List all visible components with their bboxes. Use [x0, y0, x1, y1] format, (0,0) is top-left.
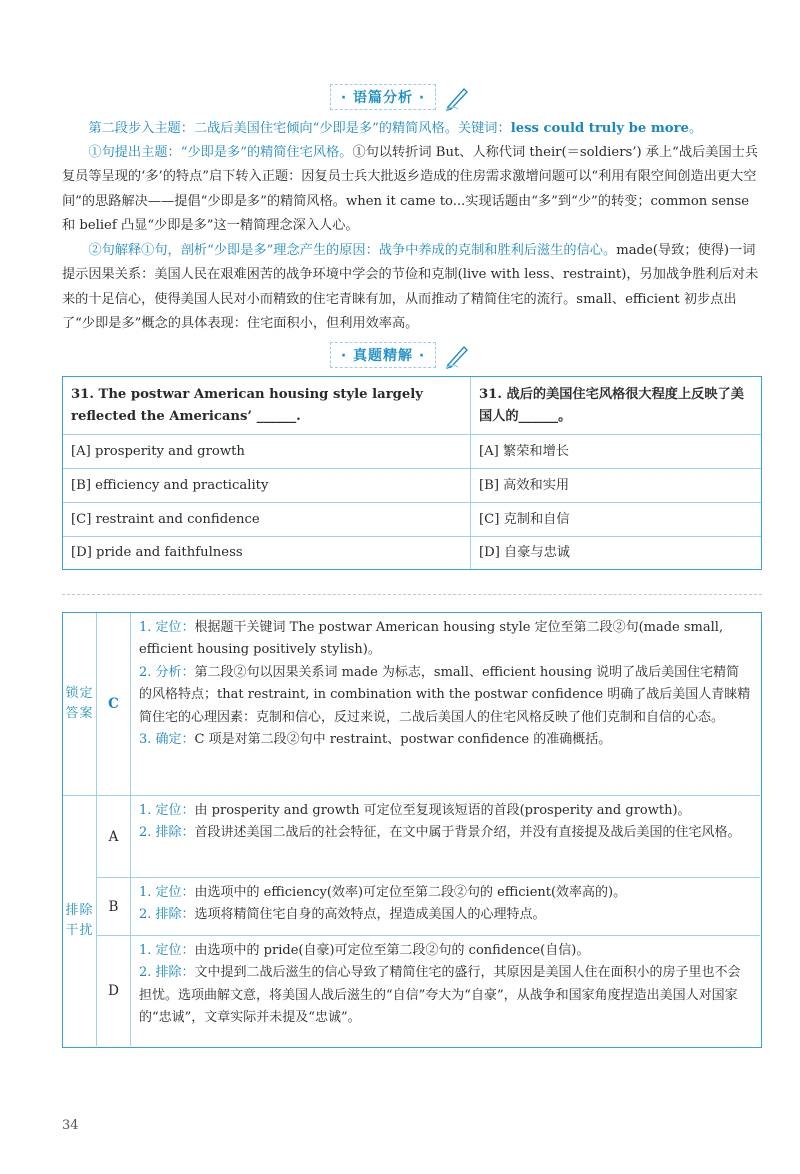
- analysis-paragraph-sentence2: [62, 239, 762, 337]
- sentence1-text: ①句以转折词 But、人称代词 their(＝soldiers’) 承上“战后美国士兵复员等呈现的‘多’的特点”启下转入正题：因复员士兵大批返乡造成的住房需求激增问题可以“利用有限空间创造出更大空间”的思路解决——提倡“少即是多”的精简风格。when it came to...实现话题由“多”到“少”的转变；common sense 和 belief 凸显“少即是多”这一精简理念深入人心。: [62, 145, 759, 234]
- sentence2-text: made(导致；使得)一词提示因果关系：美国人民在艰难困苦的战争环境中学会的节俭和克制(live with less、restraint)，另加战争胜利后对未来的十足信心，使得美国人民对小而精致的住宅青睐有加，从而推动了精简住宅的流行。small、efficient 初步点出了“少即是多”概念的具体表现：住宅面积小，但利用效率高。: [62, 243, 759, 332]
- option-d-cn: [D] 自豪与忠诚: [479, 545, 570, 560]
- correct-line-1: 1. 定位：根据题干关键词 The postwar American housing style 定位至第二段②句(made small, efficient housing positively stylish)。: [139, 620, 724, 658]
- exclude-distractors-label: 排除干扰: [63, 796, 97, 1046]
- answer-table: [62, 612, 762, 1048]
- wrong-answer-letter-d: D: [97, 936, 131, 1046]
- analysis-paragraph-topic: [62, 117, 762, 141]
- option-c-cn: [C] 克制和自信: [471, 503, 761, 537]
- option-d-en: [D] pride and faithfulness: [63, 537, 471, 569]
- analysis-section-title: [0, 84, 800, 111]
- analysis-paragraph-sentence1: [62, 141, 762, 239]
- correct-line-2: 2. 分析：第二段②句以因果关系词 made 为标志，small、efficient housing 说明了战后美国住宅精简的风格特点；that restraint, in combination with the postwar confidence 明确了战后美国人青睐精简住宅的心理因素：克制和信心，反过来说，二战后美国人的住宅风格反映了他们克制和自信的心态。: [139, 664, 751, 725]
- question-title-label: · 真题精解 ·: [330, 342, 436, 368]
- question-stem-en: 31. The postwar American housing style largely reflected the Americans’ ______.: [63, 377, 471, 435]
- pen-icon: [444, 85, 470, 111]
- option-c-en: [C] restraint and confidence: [63, 503, 471, 537]
- question-section-title: [0, 342, 800, 369]
- pen-icon: [444, 343, 470, 369]
- topic-end: 。: [688, 121, 703, 136]
- section-divider: [62, 594, 762, 595]
- correct-answer-letter: C: [97, 613, 131, 796]
- correct-line-3: 3. 确定：C 项是对第二段②句中 restraint、postwar confidence 的准确概括。: [139, 732, 612, 748]
- topic-keyword: less could truly be more: [510, 121, 689, 136]
- wrong-answer-letter-b: B: [97, 878, 131, 936]
- question-table: [62, 376, 762, 570]
- sentence2-lead: ②句解释①句，剖析“少即是多”理念产生的原因：战争中养成的克制和胜利后滋生的信心。: [88, 243, 617, 258]
- option-b-en: [B] efficiency and practicality: [63, 469, 471, 503]
- question-stem-cn: 31. 战后的美国住宅风格很大程度上反映了美国人的______。: [471, 377, 761, 435]
- option-b-cn: [B] 高效和实用: [471, 469, 761, 503]
- analysis-title-label: · 语篇分析 ·: [330, 84, 436, 110]
- option-a-en: [A] prosperity and growth: [63, 435, 471, 469]
- topic-text: 第二段步入主题：二战后美国住宅倾向“少即是多”的精简风格。关键词：: [88, 121, 511, 136]
- sentence1-lead: ①句提出主题：“少即是多”的精简住宅风格。: [88, 145, 353, 160]
- option-a-cn: [A] 繁荣和增长: [471, 435, 761, 469]
- correct-answer-explanation: [131, 613, 760, 796]
- wrong-answer-explanation-b: 1. 定位：由选项中的 efficiency(效率)可定位至第二段②句的 efficient(效率高的)。 2. 排除：选项将精简住宅自身的高效特点，捏造成美国人的心理特点。: [131, 878, 760, 936]
- wrong-answer-letter-a: A: [97, 796, 131, 878]
- page-number: 34: [62, 1118, 79, 1133]
- wrong-answer-explanation-d: 1. 定位：由选项中的 pride(自豪)可定位至第二段②句的 confidence(自信)。 2. 排除：文中提到二战后滋生的信心导致了精简住宅的盛行，其原因是美国人住在面积小的房子里也不会担忧。选项曲解文意，将美国人战后滋生的“自信”夸大为“自豪”，从战争和国家角度捏造出美国人对国家的“忠诚”，文章实际并未提及“忠诚”。: [139, 943, 741, 1026]
- wrong-answer-explanation-a: 1. 定位：由 prosperity and growth 可定位至复现该短语的首段(prosperity and growth)。 2. 排除：首段讲述美国二战后的社会特征，在文中属于背景介绍，并没有直接提及战后美国的住宅风格。: [131, 796, 760, 878]
- lock-answer-label: 锁定答案: [63, 613, 97, 796]
